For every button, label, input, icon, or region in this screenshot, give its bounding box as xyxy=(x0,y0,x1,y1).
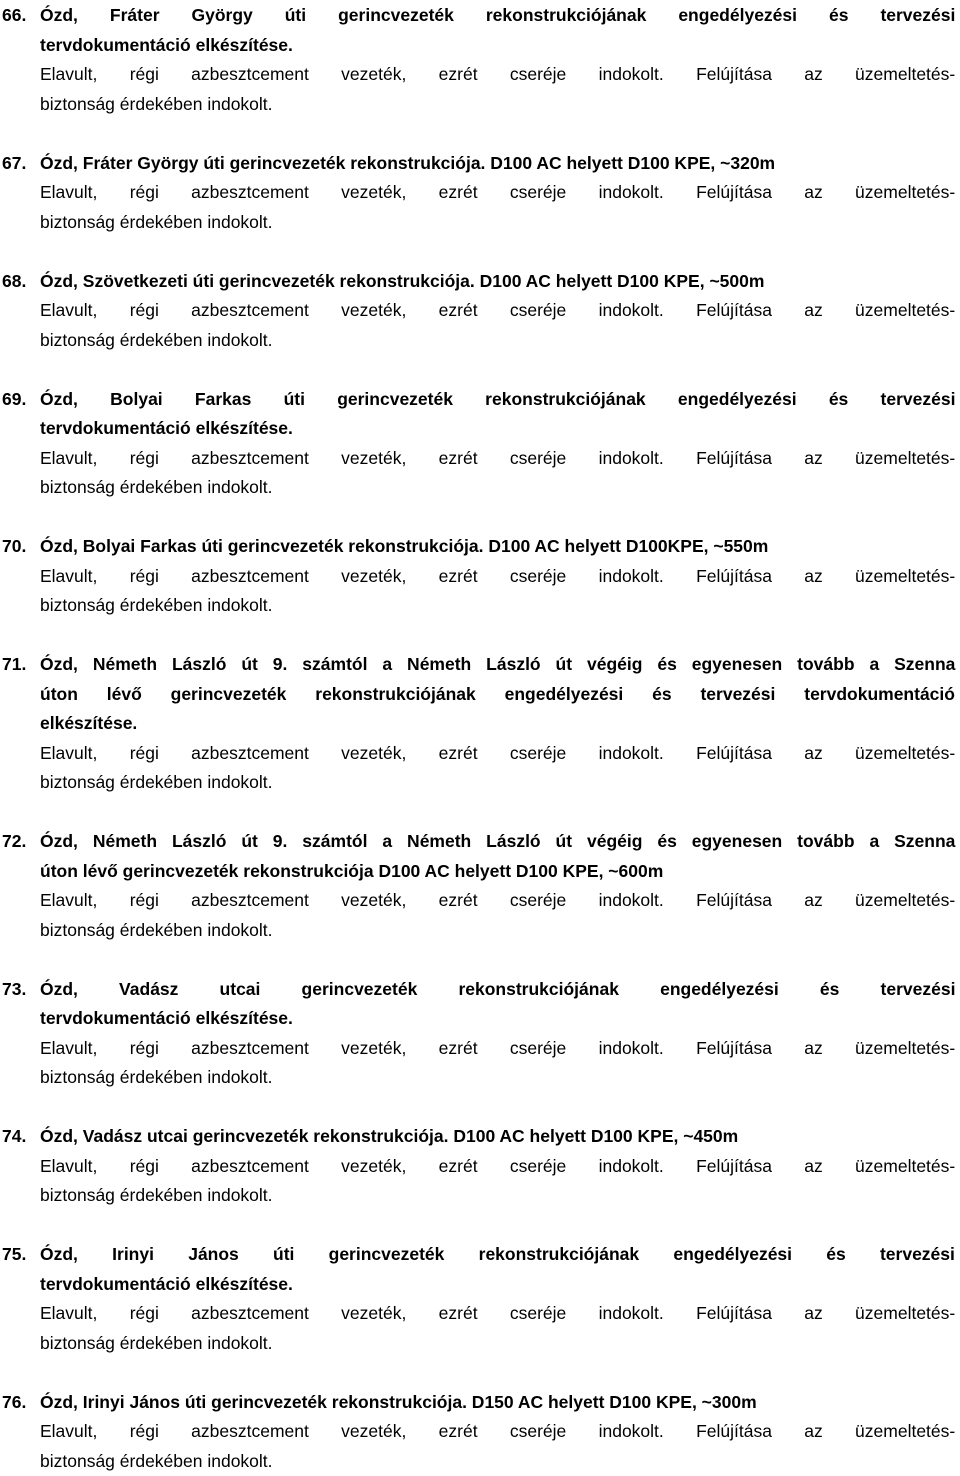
item-title-line: Ózd, Irinyi János úti gerincvezeték rekonstrukciója. D150 AC helyett D100 KPE, ~300m xyxy=(40,1388,757,1418)
item-title-line: úton lévő gerincvezeték rekonstrukciója D100 AC helyett D100 KPE, ~600m xyxy=(40,857,663,887)
item-description-line: Elavult, régi azbesztcement vezeték, ezrét cseréje indokolt. Felújítása az üzemeltetés- xyxy=(40,1034,955,1064)
item-title-line: Ózd, Vadász utcai gerincvezeték rekonstrukciójának engedélyezési és tervezési xyxy=(40,975,955,1005)
item-number: 71. xyxy=(2,650,36,680)
item-number: 68. xyxy=(2,267,36,297)
item-title-line: tervdokumentáció elkészítése. xyxy=(40,1270,293,1300)
item-title-line: Ózd, Szövetkezeti úti gerincvezeték rekonstrukciója. D100 AC helyett D100 KPE, ~500m xyxy=(40,267,764,297)
item-description-line: biztonság érdekében indokolt. xyxy=(40,473,273,503)
item-number: 72. xyxy=(2,827,36,857)
item-description-line: Elavult, régi azbesztcement vezeték, ezrét cseréje indokolt. Felújítása az üzemeltetés- xyxy=(40,60,955,90)
item-description-line: Elavult, régi azbesztcement vezeték, ezrét cseréje indokolt. Felújítása az üzemeltetés- xyxy=(40,444,955,474)
item-number: 73. xyxy=(2,975,36,1005)
item-title-line: Ózd, Bolyai Farkas úti gerincvezeték rekonstrukciójának engedélyezési és tervezési xyxy=(40,385,955,415)
item-description-line: Elavult, régi azbesztcement vezeték, ezrét cseréje indokolt. Felújítása az üzemeltetés- xyxy=(40,739,955,769)
item-description-line: biztonság érdekében indokolt. xyxy=(40,1181,273,1211)
item-number: 76. xyxy=(2,1388,36,1418)
item-description-line: biztonság érdekében indokolt. xyxy=(40,916,273,946)
item-title-line: úton lévő gerincvezeték rekonstrukciójának engedélyezési és tervezési tervdokumentáció xyxy=(40,680,955,710)
item-description-line: Elavult, régi azbesztcement vezeték, ezrét cseréje indokolt. Felújítása az üzemeltetés- xyxy=(40,1152,955,1182)
item-title-line: Ózd, Bolyai Farkas úti gerincvezeték rekonstrukciója. D100 AC helyett D100KPE, ~550m xyxy=(40,532,768,562)
item-description-line: biztonság érdekében indokolt. xyxy=(40,326,273,356)
item-description-line: Elavult, régi azbesztcement vezeték, ezrét cseréje indokolt. Felújítása az üzemeltetés- xyxy=(40,178,955,208)
item-description-line: biztonság érdekében indokolt. xyxy=(40,1329,273,1359)
item-description-line: biztonság érdekében indokolt. xyxy=(40,1447,273,1476)
item-title-line: Ózd, Németh László út 9. számtól a Németh László út végéig és egyenesen tovább a Szenna xyxy=(40,650,955,680)
item-title-line: tervdokumentáció elkészítése. xyxy=(40,1004,293,1034)
item-description-line: Elavult, régi azbesztcement vezeték, ezrét cseréje indokolt. Felújítása az üzemeltetés- xyxy=(40,1417,955,1447)
item-title-line: Ózd, Németh László út 9. számtól a Németh László út végéig és egyenesen tovább a Szenna xyxy=(40,827,955,857)
item-title-line: Ózd, Fráter György úti gerincvezeték rekonstrukciójának engedélyezési és tervezési xyxy=(40,1,955,31)
item-title-line: Ózd, Vadász utcai gerincvezeték rekonstrukciója. D100 AC helyett D100 KPE, ~450m xyxy=(40,1122,738,1152)
item-number: 75. xyxy=(2,1240,36,1270)
item-description-line: biztonság érdekében indokolt. xyxy=(40,591,273,621)
item-description-line: biztonság érdekében indokolt. xyxy=(40,768,273,798)
item-number: 74. xyxy=(2,1122,36,1152)
item-description-line: Elavult, régi azbesztcement vezeték, ezrét cseréje indokolt. Felújítása az üzemeltetés- xyxy=(40,296,955,326)
item-number: 67. xyxy=(2,149,36,179)
item-title-line: Ózd, Fráter György úti gerincvezeték rekonstrukciója. D100 AC helyett D100 KPE, ~320m xyxy=(40,149,775,179)
item-number: 66. xyxy=(2,1,36,31)
item-description-line: biztonság érdekében indokolt. xyxy=(40,90,273,120)
item-title-line: Ózd, Irinyi János úti gerincvezeték rekonstrukciójának engedélyezési és tervezési xyxy=(40,1240,955,1270)
item-title-line: tervdokumentáció elkészítése. xyxy=(40,414,293,444)
item-description-line: Elavult, régi azbesztcement vezeték, ezrét cseréje indokolt. Felújítása az üzemeltetés- xyxy=(40,1299,955,1329)
item-title-line: elkészítése. xyxy=(40,709,137,739)
item-number: 69. xyxy=(2,385,36,415)
item-number: 70. xyxy=(2,532,36,562)
item-description-line: Elavult, régi azbesztcement vezeték, ezrét cseréje indokolt. Felújítása az üzemeltetés- xyxy=(40,562,955,592)
item-description-line: Elavult, régi azbesztcement vezeték, ezrét cseréje indokolt. Felújítása az üzemeltetés- xyxy=(40,886,955,916)
item-description-line: biztonság érdekében indokolt. xyxy=(40,208,273,238)
item-description-line: biztonság érdekében indokolt. xyxy=(40,1063,273,1093)
item-title-line: tervdokumentáció elkészítése. xyxy=(40,31,293,61)
